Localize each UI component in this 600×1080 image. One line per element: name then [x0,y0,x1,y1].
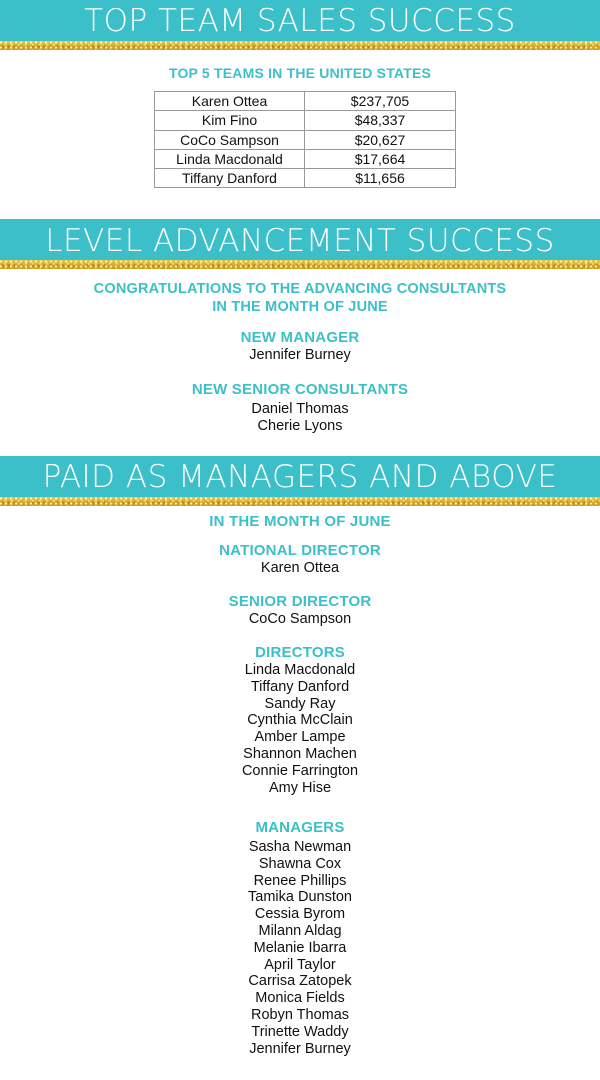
list-item: Robyn Thomas [250,1006,350,1023]
table-row [155,111,456,130]
senior-director-list [0,611,600,628]
congrats-line-1: CONGRATULATIONS TO THE ADVANCING CONSULTANTS [93,281,507,297]
banner-title: LEVEL ADVANCEMENT SUCCESS [0,219,600,260]
list-item: Monica Fields [255,990,345,1007]
list-item: Cynthia McClain [247,712,353,729]
top-teams-heading: TOP 5 TEAMS IN THE UNITED STATES [168,65,432,81]
list-item: Shannon Machen [243,745,357,762]
top-teams-table [154,91,456,188]
team-amount-cell: $48,337 [305,111,456,130]
list-item: Jennifer Burney [249,347,351,363]
list-item: Amy Hise [268,779,332,796]
national-director-list [0,560,600,577]
banner-level-advancement [0,219,600,269]
new-manager-list [0,347,600,364]
banner-top-team-sales [0,0,600,50]
list-item: Sandy Ray [264,695,336,712]
team-amount-cell: $20,627 [305,130,456,149]
list-item: Melanie Ibarra [253,939,347,956]
list-item: Tamika Dunston [248,889,352,906]
team-amount-cell: $237,705 [305,92,456,111]
managers-heading: MANAGERS [255,819,345,836]
banner-title: TOP TEAM SALES SUCCESS [0,0,600,41]
new-senior-list [0,401,600,435]
new-senior-heading: NEW SENIOR CONSULTANTS [191,381,409,398]
list-item: Shawna Cox [258,855,342,872]
gold-glitter-divider [0,497,600,506]
congrats-line-2: IN THE MONTH OF JUNE [212,299,388,315]
list-item: Karen Ottea [260,560,340,576]
banner-title: PAID AS MANAGERS AND ABOVE [0,456,600,497]
month-line: IN THE MONTH OF JUNE [209,513,391,530]
list-item: Amber Lampe [254,729,346,746]
gold-glitter-divider [0,41,600,50]
table-row [155,149,456,168]
table-row [155,92,456,111]
national-director-heading: NATIONAL DIRECTOR [219,542,381,559]
list-item: Tiffany Danford [250,678,350,695]
directors-heading: DIRECTORS [255,644,345,661]
team-amount-cell: $11,656 [305,169,456,188]
senior-director-heading: SENIOR DIRECTOR [228,593,372,610]
banner-paid-as-managers [0,456,600,506]
list-item: Renee Phillips [253,872,347,889]
managers-list [0,839,600,1057]
list-item: Cherie Lyons [257,417,343,434]
list-item: CoCo Sampson [248,611,352,627]
list-item: Trinette Waddy [251,1023,349,1040]
team-name-cell: CoCo Sampson [155,130,305,149]
list-item: Milann Aldag [258,922,342,939]
list-item: Daniel Thomas [251,401,349,417]
list-item: Cessia Byrom [254,906,346,923]
new-manager-heading: NEW MANAGER [240,329,360,346]
team-name-cell: Linda Macdonald [155,149,305,168]
list-item: Linda Macdonald [244,662,356,678]
table-row [155,169,456,188]
list-item: Jennifer Burney [249,1040,351,1057]
list-item: Connie Farrington [241,762,359,779]
table-row [155,130,456,149]
list-item: Carrisa Zatopek [248,973,352,990]
directors-list [0,662,600,796]
team-name-cell: Tiffany Danford [155,169,305,188]
team-amount-cell: $17,664 [305,149,456,168]
team-name-cell: Kim Fino [155,111,305,130]
list-item: April Taylor [264,956,336,973]
list-item: Sasha Newman [248,839,352,855]
team-name-cell: Karen Ottea [155,92,305,111]
gold-glitter-divider [0,260,600,269]
